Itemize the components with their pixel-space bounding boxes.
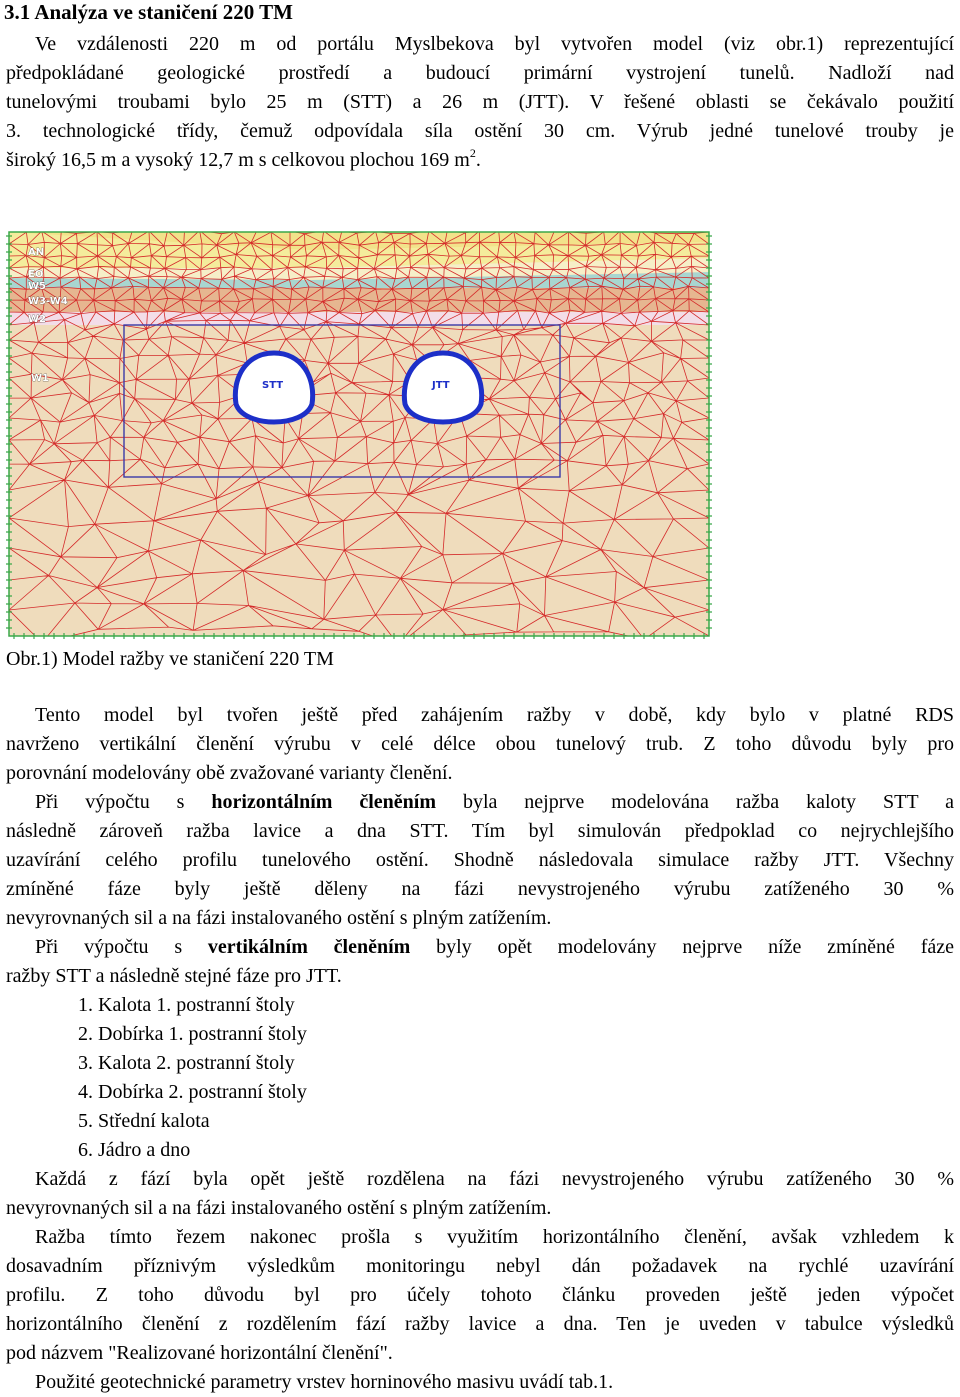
text-fragment: byla nejprve modelována ražba kaloty STT a <box>436 791 954 813</box>
text-fragment: široký 16,5 m a vysoký 12,7 m s celkovou plochou 169 m <box>6 149 470 171</box>
text-line: dosavadním příznivým výsledkům monitoringu nebyl dán požadavek na rychlé uzavírání <box>6 1255 954 1277</box>
text-fragment: Při výpočtu s <box>35 936 208 958</box>
phase-list <box>78 991 307 1165</box>
text-line <box>6 146 954 175</box>
text-line: Ražba tímto řezem nakonec prošla s využitím horizontálního členění, avšak vzhledem k <box>35 1226 954 1248</box>
text-line: tunelovými troubami bylo 25 m (STT) a 26 m (JTT). V řešené oblasti se čekávalo použití <box>6 91 954 113</box>
text-line: porovnání modelovány obě zvažované varianty členění. <box>6 762 453 784</box>
text-line: nevyrovnaných sil a na fázi instalovaného ostění s plným zatížením. <box>6 1197 552 1219</box>
text-line: Použité geotechnické parametry vrstev horninového masivu uvádí tab.1. <box>35 1371 614 1393</box>
text-line: Tento model byl tvořen ještě před zahájením ražby v době, kdy bylo v platné RDS <box>35 704 954 726</box>
list-item: 4. Dobírka 2. postranní štoly <box>78 1081 307 1103</box>
fem-model-figure <box>6 228 712 640</box>
text-line: 3. technologické třídy, čemuž odpovídala síla ostění 30 cm. Výrub jedné tunelové trouby je <box>6 120 954 142</box>
text-fragment: byly opět modelovány nejprve níže zmíněné fáze <box>410 936 954 958</box>
text-line: předpokládané geologické prostředí a budoucí primární vystrojení tunelů. Nadloží nad <box>6 62 954 84</box>
text-line: pod názvem "Realizované horizontální členění". <box>6 1342 393 1364</box>
text-line: zmíněné fáze byly ještě děleny na fázi nevystrojeného výrubu zatíženého 30 % <box>6 878 954 900</box>
text-fragment: . <box>475 149 481 171</box>
text-line: navrženo vertikální členění výrubu v celé délce obou tunelový trub. Z toho důvodu byly pro <box>6 733 954 755</box>
layer-label-w1: W1 <box>31 373 49 384</box>
list-item: 1. Kalota 1. postranní štoly <box>78 994 295 1016</box>
list-item: 3. Kalota 2. postranní štoly <box>78 1052 295 1074</box>
figure-caption: Obr.1) Model ražby ve staničení 220 TM <box>6 648 334 670</box>
superscript: 2 <box>469 146 476 160</box>
text-line: následně zároveň ražba lavice a dna STT. Tím byl simulován předpoklad co nejrychlejšího <box>6 820 954 842</box>
phase-split-paragraph <box>6 1165 954 1223</box>
intro-paragraph <box>6 30 954 175</box>
horizontal-paragraph <box>6 788 954 933</box>
layer-label-w2: W2 <box>28 314 46 325</box>
text-line: ražby STT a následně stejné fáze pro JTT. <box>6 965 342 987</box>
realization-paragraph <box>6 1223 954 1368</box>
bold-term: vertikálním členěním <box>207 936 411 958</box>
layer-label-w5: W5 <box>28 281 46 292</box>
text-line: uzavírání celého profilu tunelového ostění. Shodně následovala simulace ražby JTT. Všechny <box>6 849 954 871</box>
text-line: horizontálního členění z rozdělením fází ražby lavice a dna. Ten je uveden v tabulce výsledků <box>6 1313 954 1335</box>
vertical-paragraph <box>6 933 954 991</box>
text-line: profilu. Z toho důvodu byl pro účely tohoto článku proveden ještě jeden výpočet <box>6 1284 954 1306</box>
text-line: Ve vzdálenosti 220 m od portálu Myslbekova byl vytvořen model (viz obr.1) reprezentující <box>35 33 954 55</box>
section-heading: 3.1 Analýza ve staničení 220 TM <box>4 0 293 24</box>
tunnel-label-stt: STT <box>262 380 284 391</box>
text-line: Každá z fází byla opět ještě rozdělena na fázi nevystrojeného výrubu zatíženého 30 % <box>35 1168 954 1190</box>
list-item: 6. Jádro a dno <box>78 1139 191 1161</box>
list-item: 5. Střední kalota <box>78 1110 210 1132</box>
text-line: nevyrovnaných sil a na fázi instalovaného ostění s plným zatížením. <box>6 907 552 929</box>
layer-label-eo: EO <box>28 269 44 280</box>
model-paragraph <box>6 701 954 788</box>
layer-label-w3-w4: W3-W4 <box>28 296 68 307</box>
bold-term: horizontálním členěním <box>211 791 437 813</box>
tunnel-label-jtt: JTT <box>432 380 450 391</box>
text-line <box>6 788 954 817</box>
layer-label-an: AN <box>28 247 45 258</box>
text-line <box>6 933 954 962</box>
text-fragment: Při výpočtu s <box>35 791 212 813</box>
list-item: 2. Dobírka 1. postranní štoly <box>78 1023 307 1045</box>
parameters-paragraph <box>6 1368 954 1397</box>
